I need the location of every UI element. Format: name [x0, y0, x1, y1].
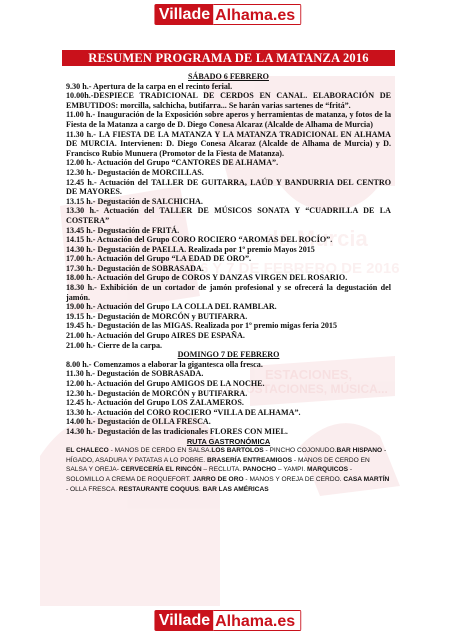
saturday-heading: SÁBADO 6 FEBRERO	[188, 72, 269, 81]
schedule-item: 19.15 h.- Degustación de MORCÓN y BUTIFARRA.	[66, 311, 248, 321]
schedule-item: 11.30 h.- LA FIESTA DE LA MATANZA Y LA MATANZA TRADICIONAL EN ALHAMA DE MURCIA. Intervienen: D. Diego Conesa Alcaraz (Alcalde de Alhama de Murcia) y D. Francisco Rubio Munuera (Promotor de la Fiesta de Matanza).	[66, 129, 391, 158]
schedule-item: 19.00 h.- Actuación del Grupo LA COLLA DEL RAMBLAR.	[66, 302, 277, 312]
logo-part-alhama: Alhama.es	[213, 610, 301, 631]
schedule-item: 11.30 h.- Degustación de SOBRASADA.	[66, 369, 204, 379]
schedule-item: 12.30 h.- Degustación de MORCILLAS.	[66, 167, 204, 177]
sunday-schedule-list	[66, 360, 391, 437]
schedule-item: 14.15 h.- Actuación del Grupo CORO ROCIERO “AROMAS DEL ROCÍO”.	[66, 235, 333, 245]
schedule-item: 12.00 h.- Actuación del Grupo “CANTORES DE ALHAMA”.	[66, 158, 279, 168]
page-title: RESUMEN PROGRAMA DE LA MATANZA 2016	[62, 50, 395, 66]
schedule-item: 18.00 h.- Actuación del Grupo de COROS Y DANZAS VIRGEN DEL ROSARIO.	[66, 273, 348, 283]
schedule-item: 14.30 h.- Degustación de las tradicionales FLORES CON MIEL.	[66, 426, 288, 436]
schedule-item: 19.45 h.- Degustación de las MIGAS. Realizada por 1º premio migas feria 2015	[66, 321, 338, 331]
schedule-item: 13.30 h.- Actuación del CORO ROCIERO “VILLA DE ALHAMA”.	[66, 407, 301, 417]
schedule-item: 13.15 h.- Degustación de SALCHICHA.	[66, 196, 203, 206]
schedule-item: 21.00 h.- Actuación del Grupo AIRES DE ESPAÑA.	[66, 331, 245, 341]
schedule-item: 9.30 h.- Apertura de la carpa en el recinto ferial.	[66, 81, 233, 91]
restaurant-name: RESTAURANTE COQUUS	[118, 485, 199, 493]
schedule-item: 8.00 h.- Comenzamos a elaborar la gigantesca olla fresca.	[66, 359, 263, 369]
restaurant-dish: - MANOS Y OREJA DE CERDO.	[243, 475, 344, 483]
restaurant-name: BRASERÍA ENTREAMIGOS	[206, 456, 293, 464]
schedule-item: 17.00 h.- Actuación del Grupo “LA EDAD DE ORO”.	[66, 254, 252, 264]
schedule-item: 11.00 h.- Inauguración de la Exposición sobre aperos y herramientas de matanza, y fotos de la Fiesta de la Matanza a cargo de D. Diego Conesa Alcaraz (Alcalde de Alhama de Murcia)	[66, 110, 391, 129]
schedule-item: 12.45 h.- Actuación del TALLER DE GUITARRA, LAÚD Y BANDURRIA DEL CENTRO DE MAYORES.	[66, 177, 391, 197]
schedule-item: 12.00 h.- Actuación del Grupo AMIGOS DE LA NOCHE.	[66, 379, 265, 388]
logo-part-alhama: Alhama.es	[213, 4, 301, 25]
program-content	[66, 72, 391, 494]
ruta-gastronomica-heading: RUTA GASTRONÓMICA	[186, 436, 271, 446]
ruta-gastronomica-text	[66, 446, 391, 494]
logo-part-villade: Villade	[154, 610, 213, 631]
restaurant-dish: - OLLA FRESCA.	[66, 485, 119, 493]
restaurant-name: BAR LAS AMÉRICAS	[202, 485, 269, 493]
restaurant-name: JARRO DE ORO	[192, 475, 244, 483]
logo-part-villade: Villade	[154, 4, 213, 25]
restaurant-dish: - HÍGADO, ASADURA Y PATATAS A LO POBRE.	[66, 447, 387, 464]
watermark-text-4: DEGUSTACIONES, MÚSICA...	[220, 382, 388, 396]
restaurant-name: CASA MARTÍN	[343, 475, 390, 483]
restaurant-name: CERVECERÍA EL RINCÓN	[120, 466, 202, 474]
schedule-item: 17.30 h.- Degustación de SOBRASADA.	[66, 263, 204, 273]
watermark-text-1: de Murcia	[265, 226, 368, 251]
schedule-item: 14.30 h.- Degustación de PAELLA. Realizada por 1º premio Mayos 2015	[66, 244, 315, 254]
restaurant-dish: .	[198, 485, 203, 493]
villadealhama-logo-top[interactable]	[154, 4, 301, 25]
restaurant-dish: – RECLUTA.	[201, 466, 243, 474]
restaurant-name: LOS BARTOLOS	[211, 447, 264, 455]
schedule-item: 13.45 h.- Degustación de FRITÁ.	[66, 225, 180, 235]
schedule-item: 12.30 h.- Degustación de MORCÓN y BUTIFARRA.	[66, 388, 248, 398]
restaurant-name: PANOCHO	[242, 466, 277, 474]
restaurant-name: BAR HISPANO	[336, 447, 383, 455]
restaurant-dish: - MANOS DE CERDO EN SALSA.	[108, 447, 212, 455]
schedule-item: 21.00 h.- Cierre de la carpa.	[66, 340, 163, 350]
restaurant-name: MARQUICOS	[307, 466, 349, 474]
watermark-text-2: 6 Y 7 DE FEBRERO DE 2016	[200, 260, 400, 277]
schedule-item: 14.00 h.- Degustación de OLLA FRESCA.	[66, 417, 211, 427]
schedule-item: 10.00h.-DESPIECE TRADICIONAL DE CERDOS EN CANAL. ELABORACIÓN DE EMBUTIDOS: morcilla, salchicha, butifarra... Se harán varias sartenes de “fritá”.	[66, 91, 391, 110]
saturday-schedule-list	[66, 82, 391, 351]
schedule-item: 12.45 h.- Actuación del Grupo LOS ZALAMEROS.	[66, 398, 244, 408]
restaurant-dish: - PINCHO COJONUDO.	[263, 447, 337, 455]
restaurant-dish: - SOLOMILLO A CREMA DE ROQUEFORT.	[66, 466, 353, 483]
restaurant-name: EL CHALECO	[66, 447, 109, 455]
watermark-text-3: ESTACIONES,	[265, 367, 353, 382]
restaurant-dish: – YAMPI.	[276, 466, 308, 474]
restaurant-dish: - MANOS DE CERDO EN SALSA Y OREJA-	[66, 456, 370, 474]
schedule-item: 13.30 h.- Actuación del TALLER DE MÚSICOS SONATA Y “CUADRILLA DE LA COSTERA”	[66, 206, 391, 225]
villadealhama-logo-bottom[interactable]	[154, 610, 301, 631]
sunday-heading: DOMINGO 7 DE FEBRERO	[177, 350, 280, 360]
schedule-item: 18.30 h.- Exhibición de un cortador de jamón profesional y se ofrecerá la degustación del jamón.	[66, 283, 391, 302]
